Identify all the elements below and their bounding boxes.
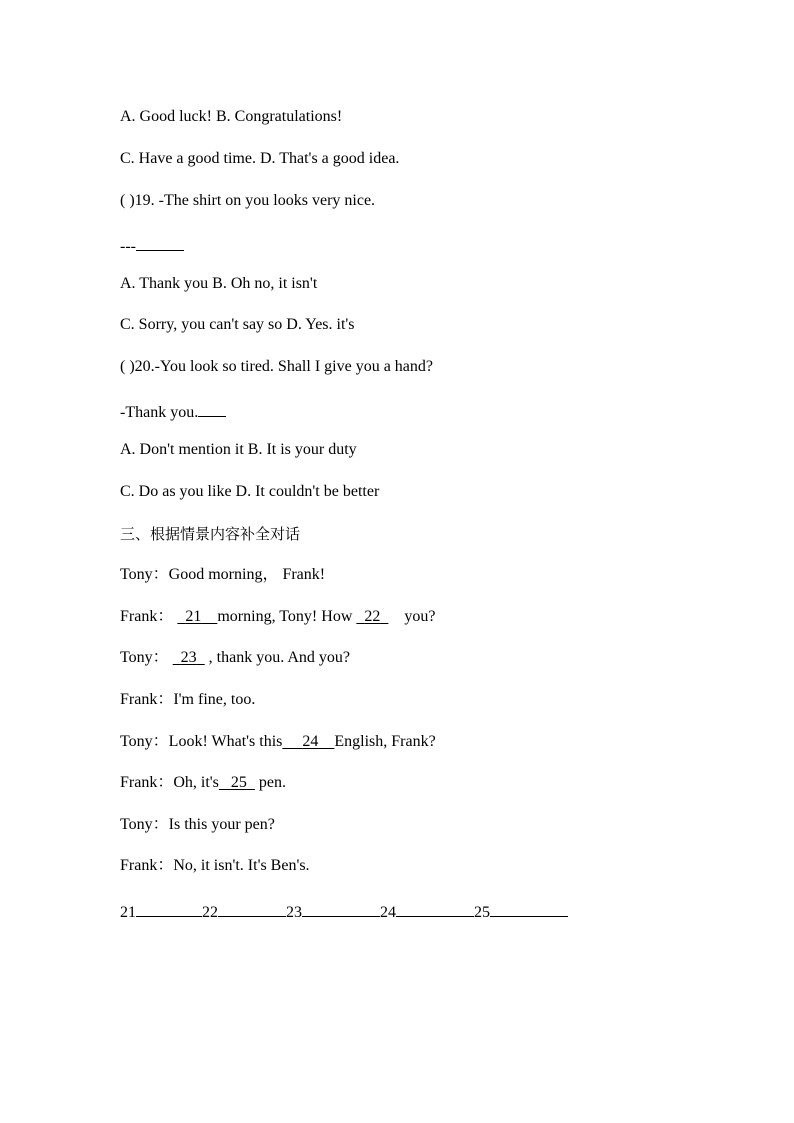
dialogue-text: Look! What's this — [168, 733, 283, 750]
dialogue-line-7 — [120, 815, 275, 835]
blank-23: 23 — [180, 649, 197, 666]
speaker-label: Frank： — [120, 857, 174, 874]
option-line-19-cd: C. Sorry, you can't say so D. Yes. it's — [120, 316, 355, 333]
answer-line-19 — [120, 233, 184, 257]
answer-blank-24[interactable] — [396, 899, 474, 917]
option-line-19-ab: A. Thank you B. Oh no, it isn't — [120, 275, 318, 292]
dialogue-text: Is this your pen? — [168, 816, 275, 833]
answer-blank-20 — [198, 399, 226, 417]
answer-blank-25[interactable] — [490, 899, 568, 917]
answer-number-25: 25 — [474, 904, 490, 921]
option-line-18-ab: A. Good luck! B. Congratulations! — [120, 108, 343, 125]
answer-number-21: 21 — [120, 904, 136, 921]
blank-22: 22 — [364, 608, 381, 625]
option-line-20-ab: A. Don't mention it B. It is your duty — [120, 441, 357, 458]
dialogue-line-3 — [120, 648, 350, 668]
dialogue-text: morning, Tony! How — [217, 608, 353, 625]
option-line-18-cd: C. Have a good time. D. That's a good idea. — [120, 150, 400, 167]
answer-blank-22[interactable] — [218, 899, 286, 917]
speaker-label: Tony： — [120, 733, 169, 750]
speaker-label: Frank： — [120, 774, 174, 791]
answer-number-24: 24 — [380, 904, 396, 921]
dialogue-text: pen. — [258, 774, 287, 791]
answer-line-20 — [120, 399, 226, 423]
speaker-label: Frank： — [120, 608, 174, 625]
answer-number-23: 23 — [286, 904, 302, 921]
speaker-label: Tony： — [120, 816, 169, 833]
dialogue-line-4 — [120, 690, 255, 710]
answer-number-22: 22 — [202, 904, 218, 921]
option-line-20-cd: C. Do as you like D. It couldn't be better — [120, 483, 380, 500]
dialogue-text: Good morning， Frank! — [168, 566, 326, 583]
dialogue-text: you? — [404, 608, 436, 625]
speaker-label: Tony： — [120, 649, 169, 666]
dialogue-text: I'm fine, too. — [173, 691, 256, 708]
section-title: 三、根据情景内容补全对话 — [120, 525, 301, 543]
speaker-label: Frank： — [120, 691, 174, 708]
dialogue-line-6 — [120, 773, 286, 793]
answer-text-20: -Thank you. — [120, 404, 199, 421]
dialogue-line-1 — [120, 565, 325, 585]
dialogue-line-2 — [120, 607, 435, 627]
dialogue-line-5 — [120, 732, 436, 752]
answer-blank-23[interactable] — [302, 899, 380, 917]
dialogue-text: No, it isn't. It's Ben's. — [173, 857, 310, 874]
question-19: ( )19. -The shirt on you looks very nice. — [120, 192, 376, 209]
blank-24: 24 — [302, 733, 319, 750]
dialogue-text: , thank you. And you? — [208, 649, 350, 666]
blank-21: 21 — [185, 608, 202, 625]
speaker-label: Tony： — [120, 566, 169, 583]
answer-blank-19 — [136, 233, 184, 251]
blank-25: 25 — [230, 774, 247, 791]
dialogue-line-8 — [120, 856, 310, 876]
answer-dash: --- — [120, 238, 136, 255]
answer-blank-21[interactable] — [136, 899, 202, 917]
dialogue-text: English, Frank? — [334, 733, 436, 750]
dialogue-text: Oh, it's — [173, 774, 219, 791]
answer-line — [120, 899, 568, 923]
question-20: ( )20.-You look so tired. Shall I give you a hand? — [120, 358, 433, 375]
